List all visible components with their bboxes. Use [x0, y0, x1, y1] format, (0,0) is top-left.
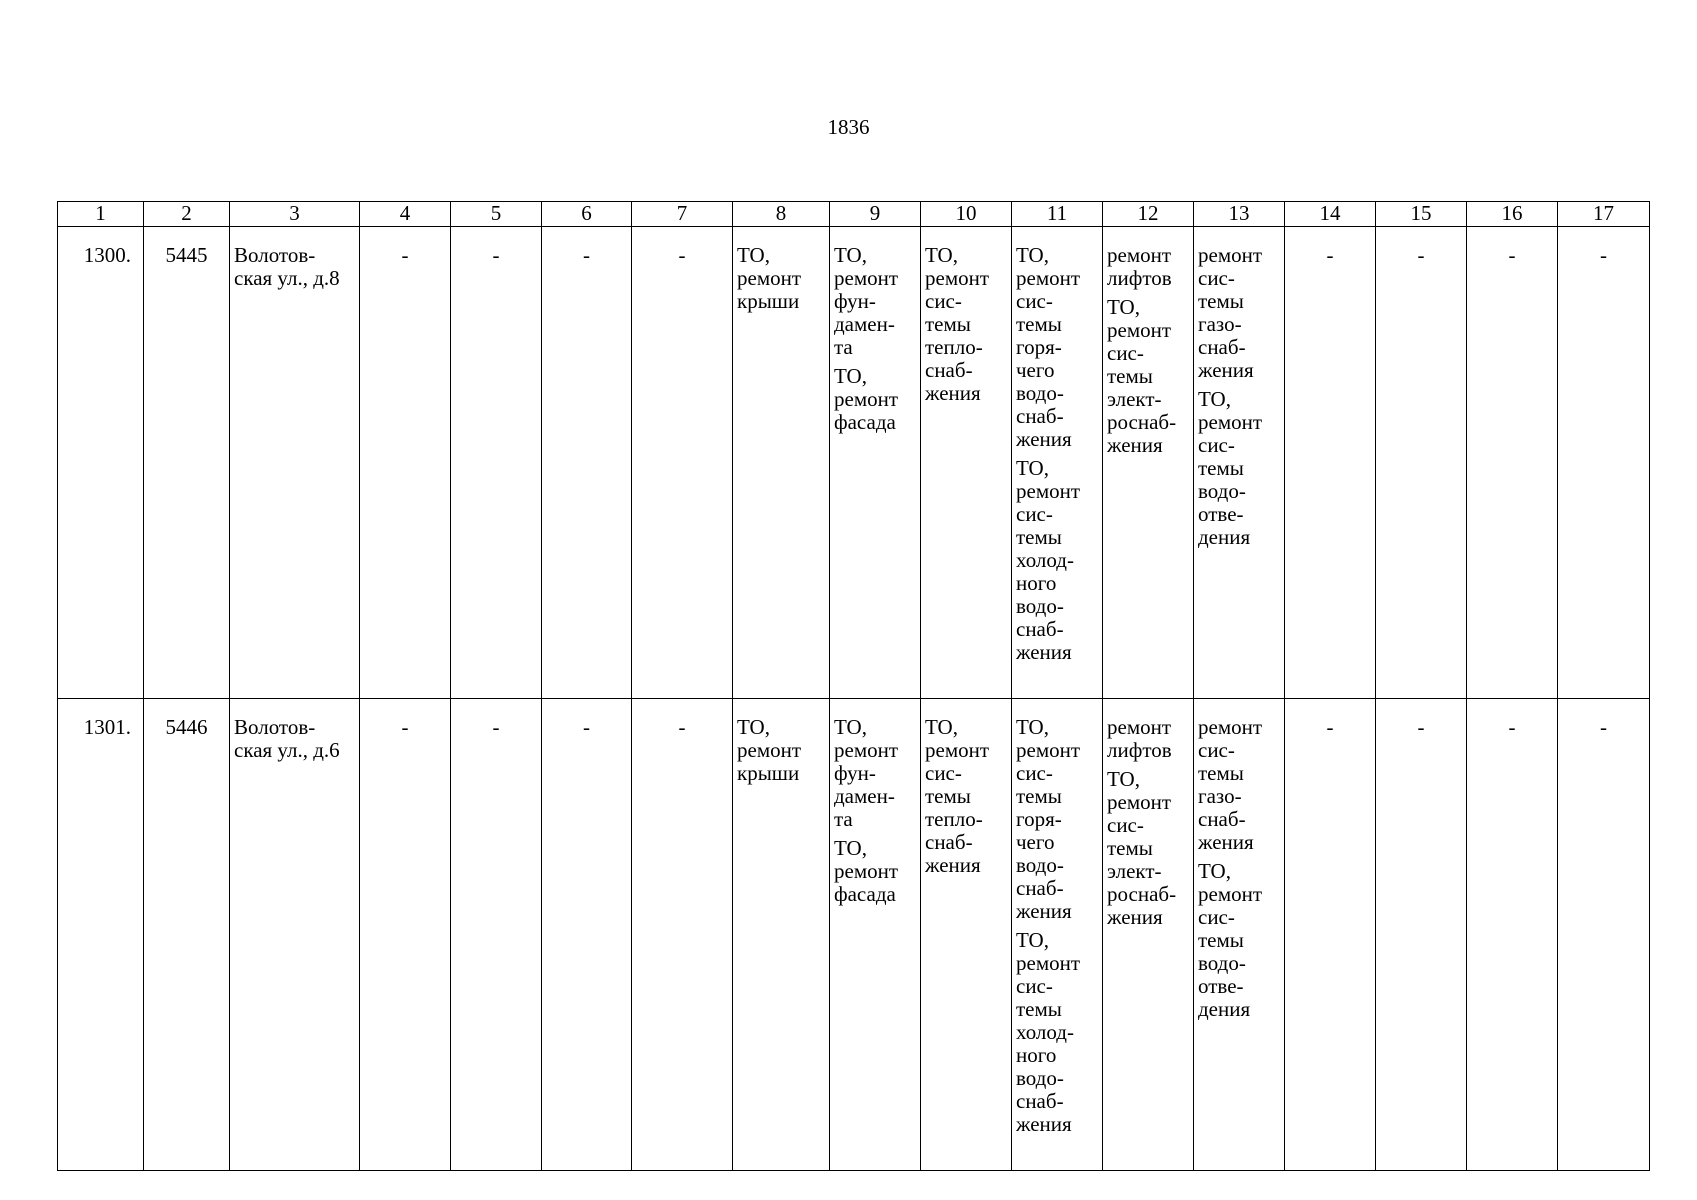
work-entry: ремонт лифтов	[1107, 715, 1172, 762]
table-row	[58, 227, 1650, 699]
cell-c16: -	[1467, 227, 1558, 699]
work-entry: ТО, ремонт сис- темы горя- чего водо- снаб- жения	[1016, 715, 1081, 923]
work-entry: ТО, ремонт крыши	[737, 243, 802, 313]
table-body	[58, 227, 1650, 1171]
cell-c4: -	[360, 227, 451, 699]
column-number: 6	[542, 202, 632, 227]
work-entry: ТО, ремонт сис- темы тепло- снаб- жения	[925, 715, 990, 877]
cell-c15: -	[1376, 699, 1467, 1171]
object-id: 5446	[144, 699, 230, 1171]
work-entry: ТО, ремонт сис- темы холод- ного водо- снаб- жения	[1016, 928, 1081, 1136]
works-c10	[921, 699, 1012, 1171]
works-c12	[1103, 227, 1194, 699]
column-number: 9	[830, 202, 921, 227]
work-entry: ТО, ремонт фасада	[834, 836, 899, 906]
object-id: 5445	[144, 227, 230, 699]
column-number: 16	[1467, 202, 1558, 227]
cell-c7: -	[632, 699, 733, 1171]
row-number: 1300.	[58, 227, 144, 699]
works-c9	[830, 227, 921, 699]
work-entry: ТО, ремонт фасада	[834, 364, 899, 434]
works-c12	[1103, 699, 1194, 1171]
works-c8	[733, 227, 830, 699]
address: Волотов- ская ул., д.8	[230, 227, 360, 699]
cell-c14: -	[1285, 699, 1376, 1171]
cell-c6: -	[542, 699, 632, 1171]
work-entry: ТО, ремонт сис- темы тепло- снаб- жения	[925, 243, 990, 405]
column-number: 4	[360, 202, 451, 227]
column-number: 7	[632, 202, 733, 227]
column-number: 17	[1558, 202, 1650, 227]
work-entry: ТО, ремонт сис- темы горя- чего водо- снаб- жения	[1016, 243, 1081, 451]
row-number: 1301.	[58, 699, 144, 1171]
column-number: 10	[921, 202, 1012, 227]
work-entry: ТО, ремонт сис- темы холод- ного водо- снаб- жения	[1016, 456, 1081, 664]
works-c8	[733, 699, 830, 1171]
work-entry: ремонт сис- темы газо- снаб- жения	[1198, 715, 1263, 854]
cell-c5: -	[451, 699, 542, 1171]
works-c13	[1194, 227, 1285, 699]
work-entry: ТО, ремонт сис- темы элект- роснаб- жения	[1107, 767, 1177, 929]
column-number: 8	[733, 202, 830, 227]
work-entry: ТО, ремонт сис- темы элект- роснаб- жения	[1107, 295, 1177, 457]
works-c9	[830, 699, 921, 1171]
cell-c16: -	[1467, 699, 1558, 1171]
address: Волотов- ская ул., д.6	[230, 699, 360, 1171]
work-entry: ремонт сис- темы газо- снаб- жения	[1198, 243, 1263, 382]
works-c10	[921, 227, 1012, 699]
column-number: 2	[144, 202, 230, 227]
cell-c4: -	[360, 699, 451, 1171]
cell-c14: -	[1285, 227, 1376, 699]
column-number: 14	[1285, 202, 1376, 227]
table-row	[58, 699, 1650, 1171]
works-c11	[1012, 227, 1103, 699]
column-number: 15	[1376, 202, 1467, 227]
work-entry: ТО, ремонт сис- темы водо- отве- дения	[1198, 387, 1263, 549]
cell-c5: -	[451, 227, 542, 699]
cell-c17: -	[1558, 227, 1650, 699]
column-number: 3	[230, 202, 360, 227]
column-number-row	[58, 202, 1650, 227]
page-number: 1836	[827, 115, 870, 139]
column-number: 13	[1194, 202, 1285, 227]
works-c11	[1012, 699, 1103, 1171]
column-number: 12	[1103, 202, 1194, 227]
work-entry: ТО, ремонт фун- дамен- та	[834, 715, 899, 831]
cell-c15: -	[1376, 227, 1467, 699]
works-c13	[1194, 699, 1285, 1171]
work-entry: ТО, ремонт крыши	[737, 715, 802, 785]
cell-c6: -	[542, 227, 632, 699]
work-entry: ТО, ремонт фун- дамен- та	[834, 243, 899, 359]
column-number: 5	[451, 202, 542, 227]
cell-c17: -	[1558, 699, 1650, 1171]
column-number: 1	[58, 202, 144, 227]
work-entry: ТО, ремонт сис- темы водо- отве- дения	[1198, 859, 1263, 1021]
data-table	[57, 201, 1650, 1171]
work-entry: ремонт лифтов	[1107, 243, 1172, 290]
column-number: 11	[1012, 202, 1103, 227]
cell-c7: -	[632, 227, 733, 699]
